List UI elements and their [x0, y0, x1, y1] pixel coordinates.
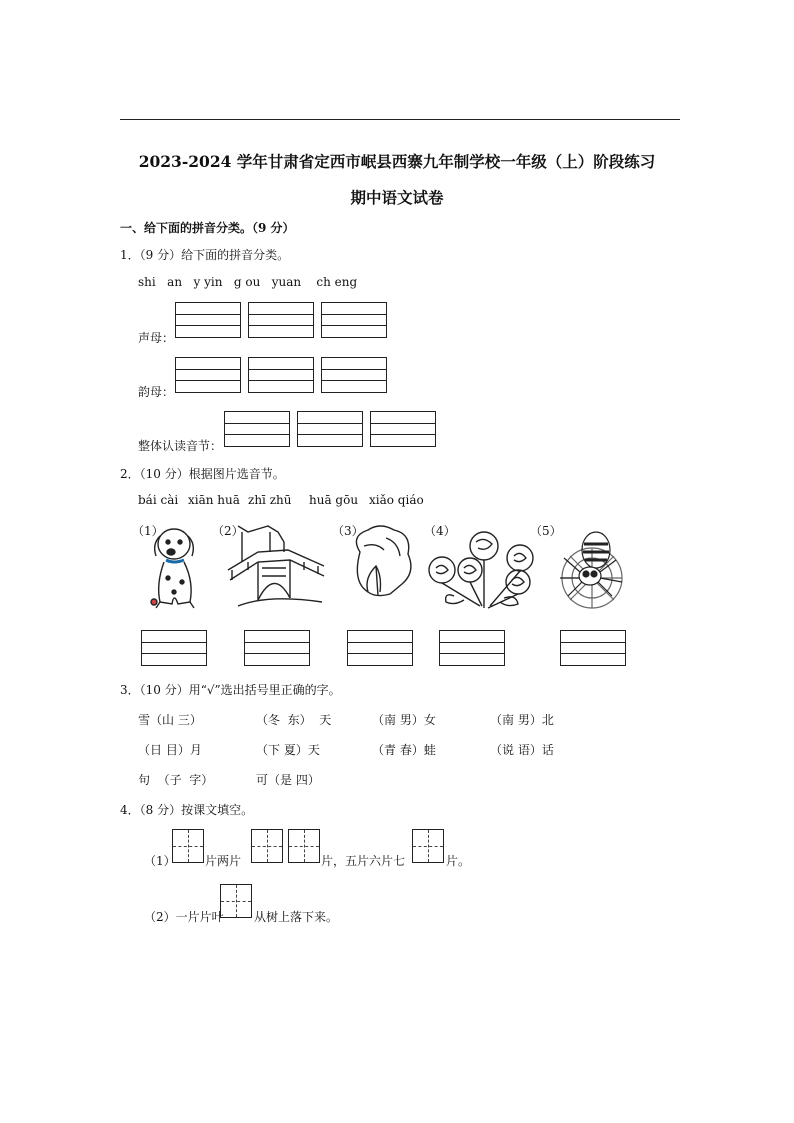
- answer-line-box[interactable]: [248, 357, 314, 393]
- q3-item[interactable]: （下 夏）天: [256, 743, 320, 757]
- cabbage-image: [346, 522, 416, 612]
- q3-item[interactable]: （说 语）话: [490, 743, 554, 757]
- tianzige-box[interactable]: [251, 829, 283, 863]
- answer-line-box[interactable]: [321, 357, 387, 393]
- dalmatian-dog-image: [138, 522, 214, 612]
- q4-text: 从树上落下来。: [254, 910, 339, 924]
- q3-item[interactable]: 可（是 四）: [256, 773, 320, 787]
- tianzige-box[interactable]: [412, 829, 444, 863]
- answer-line-box[interactable]: [175, 357, 241, 393]
- answer-line-box[interactable]: [321, 302, 387, 338]
- tianzige-box[interactable]: [172, 829, 204, 863]
- q2-option: xiān huā: [188, 493, 240, 507]
- pic-label: （3）: [332, 524, 364, 538]
- section-heading: 一、给下面的拼音分类。（9 分）: [120, 221, 295, 235]
- label-yunmu: 韵母：: [138, 385, 175, 399]
- answer-line-box[interactable]: [439, 630, 505, 666]
- stone-bridge-image: [228, 522, 326, 612]
- q4-text: 片，五片六片七: [321, 854, 406, 868]
- q4-text: 片。: [446, 854, 471, 868]
- q1-pinyin-list: shi an y yin g ou yuan ch eng: [138, 275, 358, 289]
- pic-label: （4）: [424, 524, 456, 538]
- q2-option: bái cài: [138, 493, 179, 507]
- exam-title-line2: 期中语文试卷: [350, 188, 444, 207]
- q2-option: xiǎo qiáo: [369, 493, 424, 507]
- answer-line-box[interactable]: [248, 302, 314, 338]
- q3-item[interactable]: （南 男）北: [490, 713, 554, 727]
- spider-image: [552, 522, 632, 612]
- answer-line-box[interactable]: [347, 630, 413, 666]
- label-zhengti: 整体认读音节：: [138, 439, 223, 453]
- pic-label: （1）: [132, 524, 164, 538]
- q2-option: huā gōu: [309, 493, 359, 507]
- q2-option: zhī zhū: [248, 493, 292, 507]
- answer-line-box[interactable]: [141, 630, 207, 666]
- answer-line-box[interactable]: [175, 302, 241, 338]
- q3-stem: 3．（10 分）用“√”选出括号里正确的字。: [120, 683, 341, 697]
- q2-stem: 2．（10 分）根据图片选音节。: [120, 467, 285, 481]
- answer-line-box[interactable]: [244, 630, 310, 666]
- q3-item[interactable]: 句 （子 字）: [138, 773, 214, 787]
- q1-stem: 1．（9 分）给下面的拼音分类。: [120, 248, 290, 262]
- q3-item[interactable]: （青 春）蛙: [372, 743, 436, 757]
- tianzige-box[interactable]: [220, 884, 252, 918]
- flowers-image: [424, 522, 542, 612]
- header-rule: [120, 119, 680, 120]
- answer-line-box[interactable]: [560, 630, 626, 666]
- exam-title-line1: 2023-2024 学年甘肃省定西市岷县西寨九年制学校一年级（上）阶段练习: [138, 152, 656, 171]
- tianzige-box[interactable]: [288, 829, 320, 863]
- answer-line-box[interactable]: [370, 411, 436, 447]
- answer-line-box[interactable]: [297, 411, 363, 447]
- q3-item[interactable]: （南 男）女: [372, 713, 436, 727]
- q3-item[interactable]: 雪（山 三）: [138, 713, 202, 727]
- q4-sub-number: （1）: [144, 854, 176, 868]
- q3-item[interactable]: （日 目）月: [138, 743, 202, 757]
- q4-text: （2）一片片叶: [144, 910, 224, 924]
- answer-line-box[interactable]: [224, 411, 290, 447]
- pic-label: （2）: [212, 524, 244, 538]
- q4-text: 片两片: [205, 854, 242, 868]
- label-shengmu: 声母：: [138, 331, 175, 345]
- pic-label: （5）: [530, 524, 562, 538]
- q4-stem: 4．（8 分）按课文填空。: [120, 803, 254, 817]
- q3-item[interactable]: （冬 东） 天: [256, 713, 332, 727]
